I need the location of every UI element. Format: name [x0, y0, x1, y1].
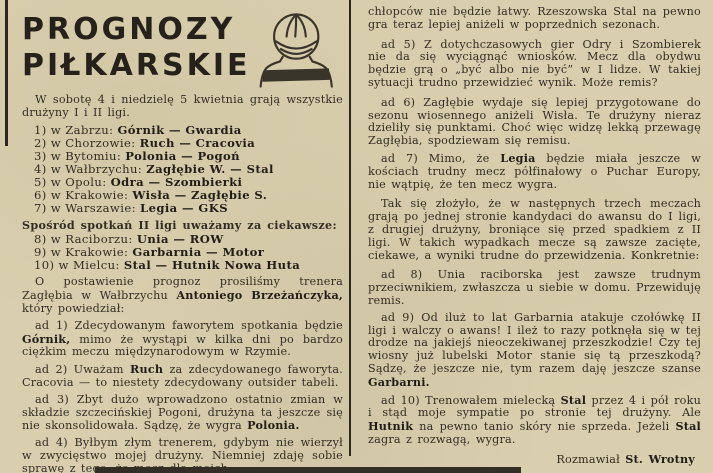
prediction-ad6: ad 6) Zagłębie wydaje się lepiej przygotowane do sezonu wiosennego aniżeli Wisła. Te drużyny nieraz dzieliły się punktami. Choć więc widzę lekką przewagę Zagłębia, spodziewam się remisu. — [368, 95, 701, 148]
text-run: ad 1) Zdecydowanym faworytem spotkania będzie — [35, 318, 343, 332]
text-run: ad 10) Trenowałem mielecką — [381, 393, 561, 407]
left-edge-rule — [5, 0, 8, 146]
fixture-teams: Górnik — Gwardia — [117, 122, 242, 137]
fixtures-list-first-league — [22, 124, 343, 215]
interlude-paragraph: Tak się złożyło, że w następnych trzech meczach grają po jednej stronie kandydaci do awansu do I ligi, z drugiej drużyny, broniące się przed spadkiem z II ligi. W takich wypadkach mecze są zawsze zacięte, ciekawe, a wyniki trudne do przewidzenia. Konkretnie: — [368, 197, 701, 262]
fixture-location: 9) w Krakowie: — [34, 245, 133, 260]
fixture-location: 5) w Opolu: — [34, 174, 111, 189]
fixture-item — [34, 202, 343, 215]
fixture-location: 1) w Zabrzu: — [34, 122, 118, 137]
fixture-teams: Zagłębie W. — Stal — [146, 161, 274, 176]
trainer-name: Antoniego Brzeżańczyka, — [176, 288, 344, 303]
prediction-ad9 — [368, 312, 701, 390]
team-name: Ruch — [129, 362, 164, 377]
text-run: ad 3) Zbyt dużo wprowadzono ostatnio zmian w składzie szczecińskiej Pogoni, drużyna ta jeszcze się nie skonsolidowała. Sądzę, że wygra — [22, 392, 343, 433]
right-column — [368, 6, 701, 471]
fixture-location: 2) w Chorzowie: — [34, 135, 140, 150]
article-title — [22, 12, 251, 84]
team-name: Stal — [675, 419, 701, 434]
byline — [368, 453, 701, 467]
team-name: Garbarni. — [368, 374, 430, 389]
fixture-teams: Odra — Szombierki — [110, 174, 243, 189]
column-divider — [349, 0, 351, 456]
text-run: zagra z rozwagą, wygra. — [368, 432, 516, 446]
text-run: ad 7) Mimo, że — [381, 151, 501, 165]
text-run: O postawienie prognoz prosiliśmy trenera Zagłębia w Wałbrzychu — [22, 275, 343, 303]
prediction-ad5: ad 5) Z dotychczasowych gier Odry i Szombierek nie da się wyciągnąć wniosków. Mecz dla obydwu będzie grą o „być albo nie być” w I lidze. W takiej sytuacji trudno przewidzieć wynik. Może remis? — [368, 37, 701, 89]
prediction-ad3 — [22, 394, 343, 433]
prediction-ad2 — [22, 363, 343, 390]
fixtures-list-second-league — [22, 233, 343, 272]
fixture-location: 3) w Bytomiu: — [34, 148, 126, 163]
fixture-location: 8) w Raciborzu: — [34, 232, 137, 247]
fixture-location: 7) w Warszawie: — [34, 200, 141, 215]
text-run: który powiedział: — [22, 301, 125, 315]
text-run: na pewno tanio skóry nie sprzeda. Jeżeli — [413, 420, 676, 434]
title-line-1: PROGNOZY — [22, 12, 236, 47]
second-league-heading: Spośród spotkań II ligi uważamy za ciekawsze: — [22, 217, 337, 232]
fixture-teams: Ruch — Cracovia — [139, 135, 256, 150]
fixture-location: 6) w Krakowie: — [34, 187, 133, 202]
text-run: mimo że wystąpi w kilka dni po bardzo ciężkim meczu międzynarodowym w Rzymie. — [22, 332, 343, 359]
team-name: Polonia. — [247, 418, 300, 433]
prediction-ad4: ad 4) Byłbym złym trenerem, gdybym nie wierzył w zwycięstwo mojej drużyny. Niemniej zdaję sobie sprawę z tego, że mecz dla moich — [22, 436, 343, 473]
team-name: Hutnik — [368, 419, 414, 434]
fixture-location: 4) w Wałbrzychu: — [34, 161, 147, 176]
prediction-ad10 — [368, 394, 701, 447]
lead-paragraph: W sobotę 4 i niedzielę 5 kwietnia grają wszystkie drużyny I i II ligi. — [22, 93, 343, 119]
fixture-teams: Polonia — Pogoń — [125, 148, 240, 163]
text-run: za zdecydowanego faworyta. Cracovia — to niestety zdecydowany outsider tabeli. — [22, 363, 343, 389]
byline-prefix: Rozmawiał — [556, 452, 626, 466]
fixture-teams: Stal — Hutnik Nowa Huta — [123, 258, 301, 273]
prediction-ad1 — [22, 320, 343, 359]
text-run: będzie miała jeszcze w kościach trudny mecz półfinałowy o Puchar Europy, nie wątpię, że ten mecz wygra. — [368, 151, 701, 191]
text-run: ad 2) Uważam — [35, 363, 130, 377]
left-column — [22, 6, 343, 473]
fixture-teams: Unia — ROW — [136, 232, 224, 247]
team-name: Stal — [560, 392, 587, 407]
fixture-location: 10) w Mielcu: — [34, 258, 124, 273]
fixture-teams: Garbarnia — Motor — [132, 245, 265, 260]
prediction-ad7 — [368, 152, 701, 191]
fixture-teams: Legia — GKS — [140, 200, 228, 215]
byline-author: St. Wrotny — [625, 451, 695, 466]
team-name: Górnik, — [22, 331, 71, 346]
team-name: Legia — [500, 150, 536, 165]
title-line-2: PIŁKARSKIE — [22, 48, 251, 83]
continuation-paragraph: chłopców nie będzie łatwy. Rzeszowska Stal na pewno gra teraz lepiej aniżeli w poprzednich sezonach. — [368, 5, 701, 31]
prediction-ad8: ad 8) Unia raciborska jest zawsze trudnym przeciwnikiem, zwłaszcza u siebie w domu. Przewiduję remis. — [368, 268, 701, 307]
fixture-teams: Wisła — Zagłębie S. — [132, 187, 268, 202]
text-run: ad 9) Od iluż to lat Garbarnia atakuje czołówkę II ligi i walczy o awans! I ileż to razy potknęła się w tej drodze na jakiejś nieoczekiwanej przeszkodzie! Czy tej wiosny już lubelski Motor stanie się tą przeszkodą? Sądzę, że jeszcze nie, tym razem daję jeszcze szanse — [368, 310, 701, 375]
fixture-item — [34, 259, 343, 272]
text-run: przez 4 i pół roku i stąd moje sympatie po stronie tej drużyny. Ale — [368, 393, 701, 420]
trainer-intro-paragraph — [22, 276, 343, 315]
football-head-mascot-icon — [251, 8, 340, 94]
masthead — [22, 6, 343, 94]
